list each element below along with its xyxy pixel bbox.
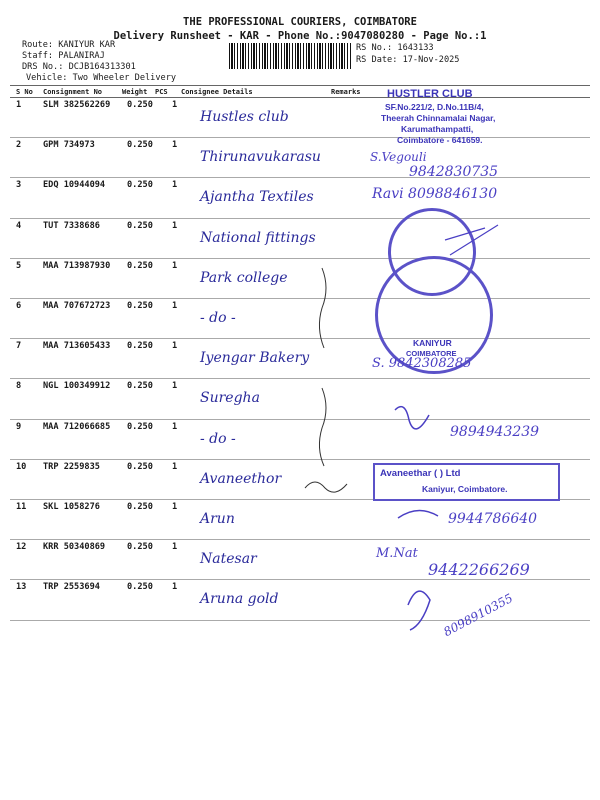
hustler-stamp <box>371 86 521 146</box>
row-consignee-handwritten: Park college <box>200 270 288 286</box>
row-consignee-handwritten: National fittings <box>200 230 316 246</box>
row-weight: 0.250 <box>127 502 153 512</box>
row-weight: 0.250 <box>127 100 153 110</box>
row-weight: 0.250 <box>127 542 153 552</box>
col-remarks: Remarks <box>331 88 361 96</box>
row-consignee-handwritten: - do - <box>200 310 236 326</box>
row-consignee-handwritten: Arun <box>200 511 235 527</box>
stamp-addr4: Coimbatore - 641659. <box>397 135 483 145</box>
row-divider <box>10 258 590 259</box>
row-sno: 9 <box>16 422 22 432</box>
row-pcs: 1 <box>172 462 178 472</box>
college-stamp-coimbatore: COIMBATORE <box>406 349 457 358</box>
row-consignment-no: NGL 100349912 <box>43 381 111 391</box>
row-consignment-no: TRP 2259835 <box>43 462 100 472</box>
row-consignee-handwritten: Aruna gold <box>200 591 279 607</box>
row-pcs: 1 <box>172 381 178 391</box>
row-pcs: 1 <box>172 502 178 512</box>
row-consignment-no: MAA 713605433 <box>43 341 111 351</box>
row-sno: 6 <box>16 301 22 311</box>
row-weight: 0.250 <box>127 221 153 231</box>
college-stamp-kaniyur: KANIYUR <box>413 338 452 348</box>
row-pcs: 1 <box>172 221 178 231</box>
row-consignee-handwritten: Avaneethor <box>200 471 282 487</box>
row-pcs: 1 <box>172 100 178 110</box>
row-consignment-no: GPM 734973 <box>43 140 95 150</box>
row-divider <box>10 620 590 621</box>
header-subtitle: Delivery Runsheet - KAR - Phone No.:9047080280 - Page No.:1 <box>113 30 487 42</box>
barcode <box>229 43 351 69</box>
row-pcs: 1 <box>172 261 178 271</box>
avaneethar-stamp-line1: Avaneethar ( ) Ltd <box>380 468 461 479</box>
row-consignment-no: SKL 1058276 <box>43 502 100 512</box>
stamp-addr3: Karumathampatti, <box>401 124 474 134</box>
row-sno: 5 <box>16 261 22 271</box>
row-weight: 0.250 <box>127 261 153 271</box>
row-divider <box>10 378 590 379</box>
row-pcs: 1 <box>172 140 178 150</box>
row-consignment-no: TUT 7338686 <box>43 221 100 231</box>
row-sno: 13 <box>16 582 27 592</box>
remark-r11: 9944786640 <box>448 511 538 527</box>
avaneethar-stamp-line2: Kaniyur, Coimbatore. <box>422 484 508 494</box>
row-pcs: 1 <box>172 301 178 311</box>
row-weight: 0.250 <box>127 301 153 311</box>
row-consignment-no: EDQ 10944094 <box>43 180 106 190</box>
row-consignment-no: SLM 382562269 <box>43 100 111 110</box>
row-sno: 8 <box>16 381 22 391</box>
row-divider <box>10 218 590 219</box>
row-divider <box>10 338 590 339</box>
route-label: Route: KANIYUR KAR <box>22 40 116 50</box>
row-pcs: 1 <box>172 542 178 552</box>
row-sno: 4 <box>16 221 22 231</box>
row-divider <box>10 539 590 540</box>
stamp-name: HUSTLER CLUB <box>387 88 473 100</box>
row-consignment-no: MAA 707672723 <box>43 301 111 311</box>
drs-label: DRS No.: DCJB164313301 <box>22 62 136 72</box>
col-consignee: Consignee Details <box>181 88 253 96</box>
row-consignee-handwritten: Ajantha Textiles <box>200 189 314 205</box>
row-pcs: 1 <box>172 422 178 432</box>
row-weight: 0.250 <box>127 381 153 391</box>
row-sno: 1 <box>16 100 22 110</box>
row-weight: 0.250 <box>127 140 153 150</box>
stamp-addr1: SF.No.221/2, D.No.11B/4, <box>385 102 484 112</box>
row-sno: 10 <box>16 462 27 472</box>
row-pcs: 1 <box>172 180 178 190</box>
remark-r13: 8098910355 <box>441 590 516 640</box>
row-weight: 0.250 <box>127 180 153 190</box>
row-consignee-handwritten: Hustles club <box>200 109 289 125</box>
col-consignment: Consignment No <box>43 88 103 96</box>
row-consignee-handwritten: Natesar <box>200 551 257 567</box>
row-divider <box>10 579 590 580</box>
rs-date: RS Date: 17-Nov-2025 <box>356 55 460 65</box>
row-consignment-no: MAA 712066685 <box>43 422 111 432</box>
remark-r2-name: S.Vegouli <box>370 150 427 164</box>
row-consignee-handwritten: Iyengar Bakery <box>200 350 310 366</box>
row-weight: 0.250 <box>127 341 153 351</box>
row-pcs: 1 <box>172 582 178 592</box>
row-divider <box>10 459 590 460</box>
row-consignment-no: TRP 2553694 <box>43 582 100 592</box>
remark-r9: 9894943239 <box>450 424 540 440</box>
row-consignment-no: KRR 50340869 <box>43 542 106 552</box>
row-divider <box>10 177 590 178</box>
row-consignment-no: MAA 713987930 <box>43 261 111 271</box>
vehicle-label: Vehicle: Two Wheeler Delivery <box>26 73 177 83</box>
header-company: THE PROFESSIONAL COURIERS, COIMBATORE <box>183 16 417 28</box>
row-divider <box>10 298 590 299</box>
row-sno: 3 <box>16 180 22 190</box>
row-weight: 0.250 <box>127 422 153 432</box>
row-weight: 0.250 <box>127 462 153 472</box>
row-divider <box>10 419 590 420</box>
stamp-addr2: Theerah Chinnamalai Nagar, <box>381 113 496 123</box>
col-pcs: PCS <box>155 88 168 96</box>
col-sno: S No <box>16 88 33 96</box>
row-consignee-handwritten: Suregha <box>200 390 260 406</box>
remark-r12-name: M.Nat <box>376 546 418 561</box>
remark-r12-phone: 9442266269 <box>428 560 530 579</box>
staff-label: Staff: PALANIRAJ <box>22 51 105 61</box>
remark-r7: S. 9842308285 <box>372 356 472 371</box>
row-pcs: 1 <box>172 341 178 351</box>
row-consignee-handwritten: - do - <box>200 431 236 447</box>
row-weight: 0.250 <box>127 582 153 592</box>
row-sno: 11 <box>16 502 27 512</box>
rs-no: RS No.: 1643133 <box>356 43 434 53</box>
row-sno: 12 <box>16 542 27 552</box>
remark-r3: Ravi 8098846130 <box>372 186 498 202</box>
remark-r2-phone: 9842830735 <box>409 164 499 180</box>
row-consignee-handwritten: Thirunavukarasu <box>200 149 321 165</box>
col-weight: Weight <box>122 88 148 96</box>
row-sno: 7 <box>16 341 22 351</box>
row-sno: 2 <box>16 140 22 150</box>
